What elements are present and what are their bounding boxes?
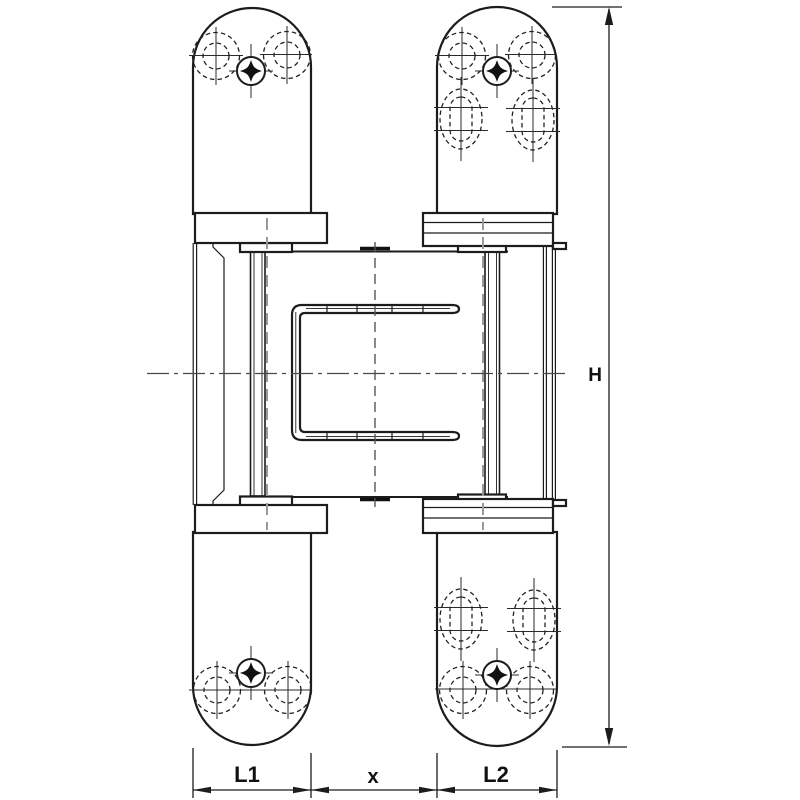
arrow-left-icon	[437, 787, 455, 793]
arrow-left-icon	[193, 787, 211, 793]
arrow-right-icon	[293, 787, 311, 793]
arrow-right-icon	[419, 787, 437, 793]
top-right-plate	[434, 7, 560, 214]
bottom-right-plate	[434, 532, 561, 746]
dimension-height	[552, 7, 627, 747]
arrow-up-icon	[605, 7, 613, 25]
bottom-left-flange	[195, 505, 327, 533]
bottom-right-flange	[423, 499, 566, 533]
right-width-label: L2	[483, 762, 509, 787]
top-left-plate	[189, 8, 312, 214]
top-right-flange	[423, 213, 566, 249]
height-label: H	[588, 365, 602, 386]
arrow-down-icon	[605, 728, 613, 746]
center-gap-label: x	[367, 766, 379, 788]
arrow-right-icon	[539, 787, 557, 793]
bottom-left-plate	[189, 532, 312, 745]
arrow-left-icon	[311, 787, 329, 793]
centerlines	[147, 218, 567, 530]
top-left-flange	[195, 213, 327, 243]
left-width-label: L1	[234, 762, 260, 787]
dimension-bottom	[193, 748, 557, 798]
